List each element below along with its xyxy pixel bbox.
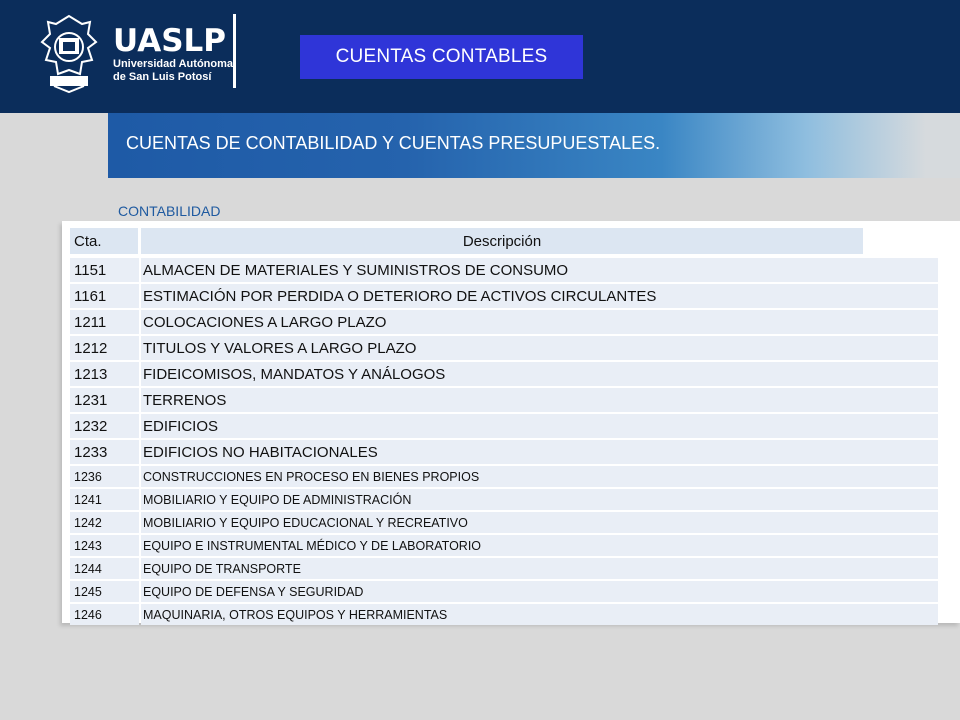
account-code: 1242 [70,512,139,533]
brand-subtitle-line-2: de San Luis Potosí [113,71,212,83]
account-description: EQUIPO DE DEFENSA Y SEGURIDAD [141,581,938,602]
account-code: 1233 [70,440,139,464]
section-banner [108,113,960,178]
account-description: TERRENOS [141,388,938,412]
account-description: EDIFICIOS NO HABITACIONALES [141,440,938,464]
account-description: MOBILIARIO Y EQUIPO EDUCACIONAL Y RECREATIVO [141,512,938,533]
column-header-cta: Cta. [70,228,138,254]
table-row [70,310,938,334]
table-row [70,489,938,510]
brand-block [113,24,233,84]
table-header [70,228,863,254]
table-body [70,258,938,627]
account-code: 1241 [70,489,139,510]
account-code: 1161 [70,284,139,308]
account-code: 1236 [70,466,139,487]
account-code: 1231 [70,388,139,412]
table-row [70,512,938,533]
table-row [70,414,938,438]
table-row [70,336,938,360]
table-row [70,535,938,556]
account-description: EQUIPO DE TRANSPORTE [141,558,938,579]
page-title: CUENTAS CONTABLES [300,35,583,79]
account-description: EDIFICIOS [141,414,938,438]
account-code: 1246 [70,604,139,625]
account-description: MOBILIARIO Y EQUIPO DE ADMINISTRACIÓN [141,489,938,510]
table-row [70,362,938,386]
account-description: CONSTRUCCIONES EN PROCESO EN BIENES PROPIOS [141,466,938,487]
account-description: MAQUINARIA, OTROS EQUIPOS Y HERRAMIENTAS [141,604,938,625]
banner-text: CUENTAS DE CONTABILIDAD Y CUENTAS PRESUPUESTALES. [126,133,661,153]
table-row [70,440,938,464]
account-code: 1244 [70,558,139,579]
account-description: TITULOS Y VALORES A LARGO PLAZO [141,336,938,360]
header-bar [0,0,960,113]
table-row [70,284,938,308]
account-description: COLOCACIONES A LARGO PLAZO [141,310,938,334]
account-code: 1211 [70,310,139,334]
brand-name: UASLP [113,23,227,59]
column-header-descripcion: Descripción [141,228,863,254]
account-code: 1151 [70,258,139,282]
account-description: ESTIMACIÓN POR PERDIDA O DETERIORO DE ACTIVOS CIRCULANTES [141,284,938,308]
account-description: ALMACEN DE MATERIALES Y SUMINISTROS DE CONSUMO [141,258,938,282]
table-row [70,604,938,625]
table-row [70,388,938,412]
account-description: EQUIPO E INSTRUMENTAL MÉDICO Y DE LABORATORIO [141,535,938,556]
table-row [70,581,938,602]
account-description: FIDEICOMISOS, MANDATOS Y ANÁLOGOS [141,362,938,386]
brand-divider [233,14,236,88]
table-row [70,258,938,282]
account-code: 1213 [70,362,139,386]
university-seal-logo [34,12,104,94]
table-row [70,558,938,579]
account-code: 1245 [70,581,139,602]
account-code: 1243 [70,535,139,556]
account-code: 1232 [70,414,139,438]
table-row [70,466,938,487]
brand-subtitle-line-1: Universidad Autónoma [113,58,233,70]
account-code: 1212 [70,336,139,360]
section-label: CONTABILIDAD [118,203,221,219]
